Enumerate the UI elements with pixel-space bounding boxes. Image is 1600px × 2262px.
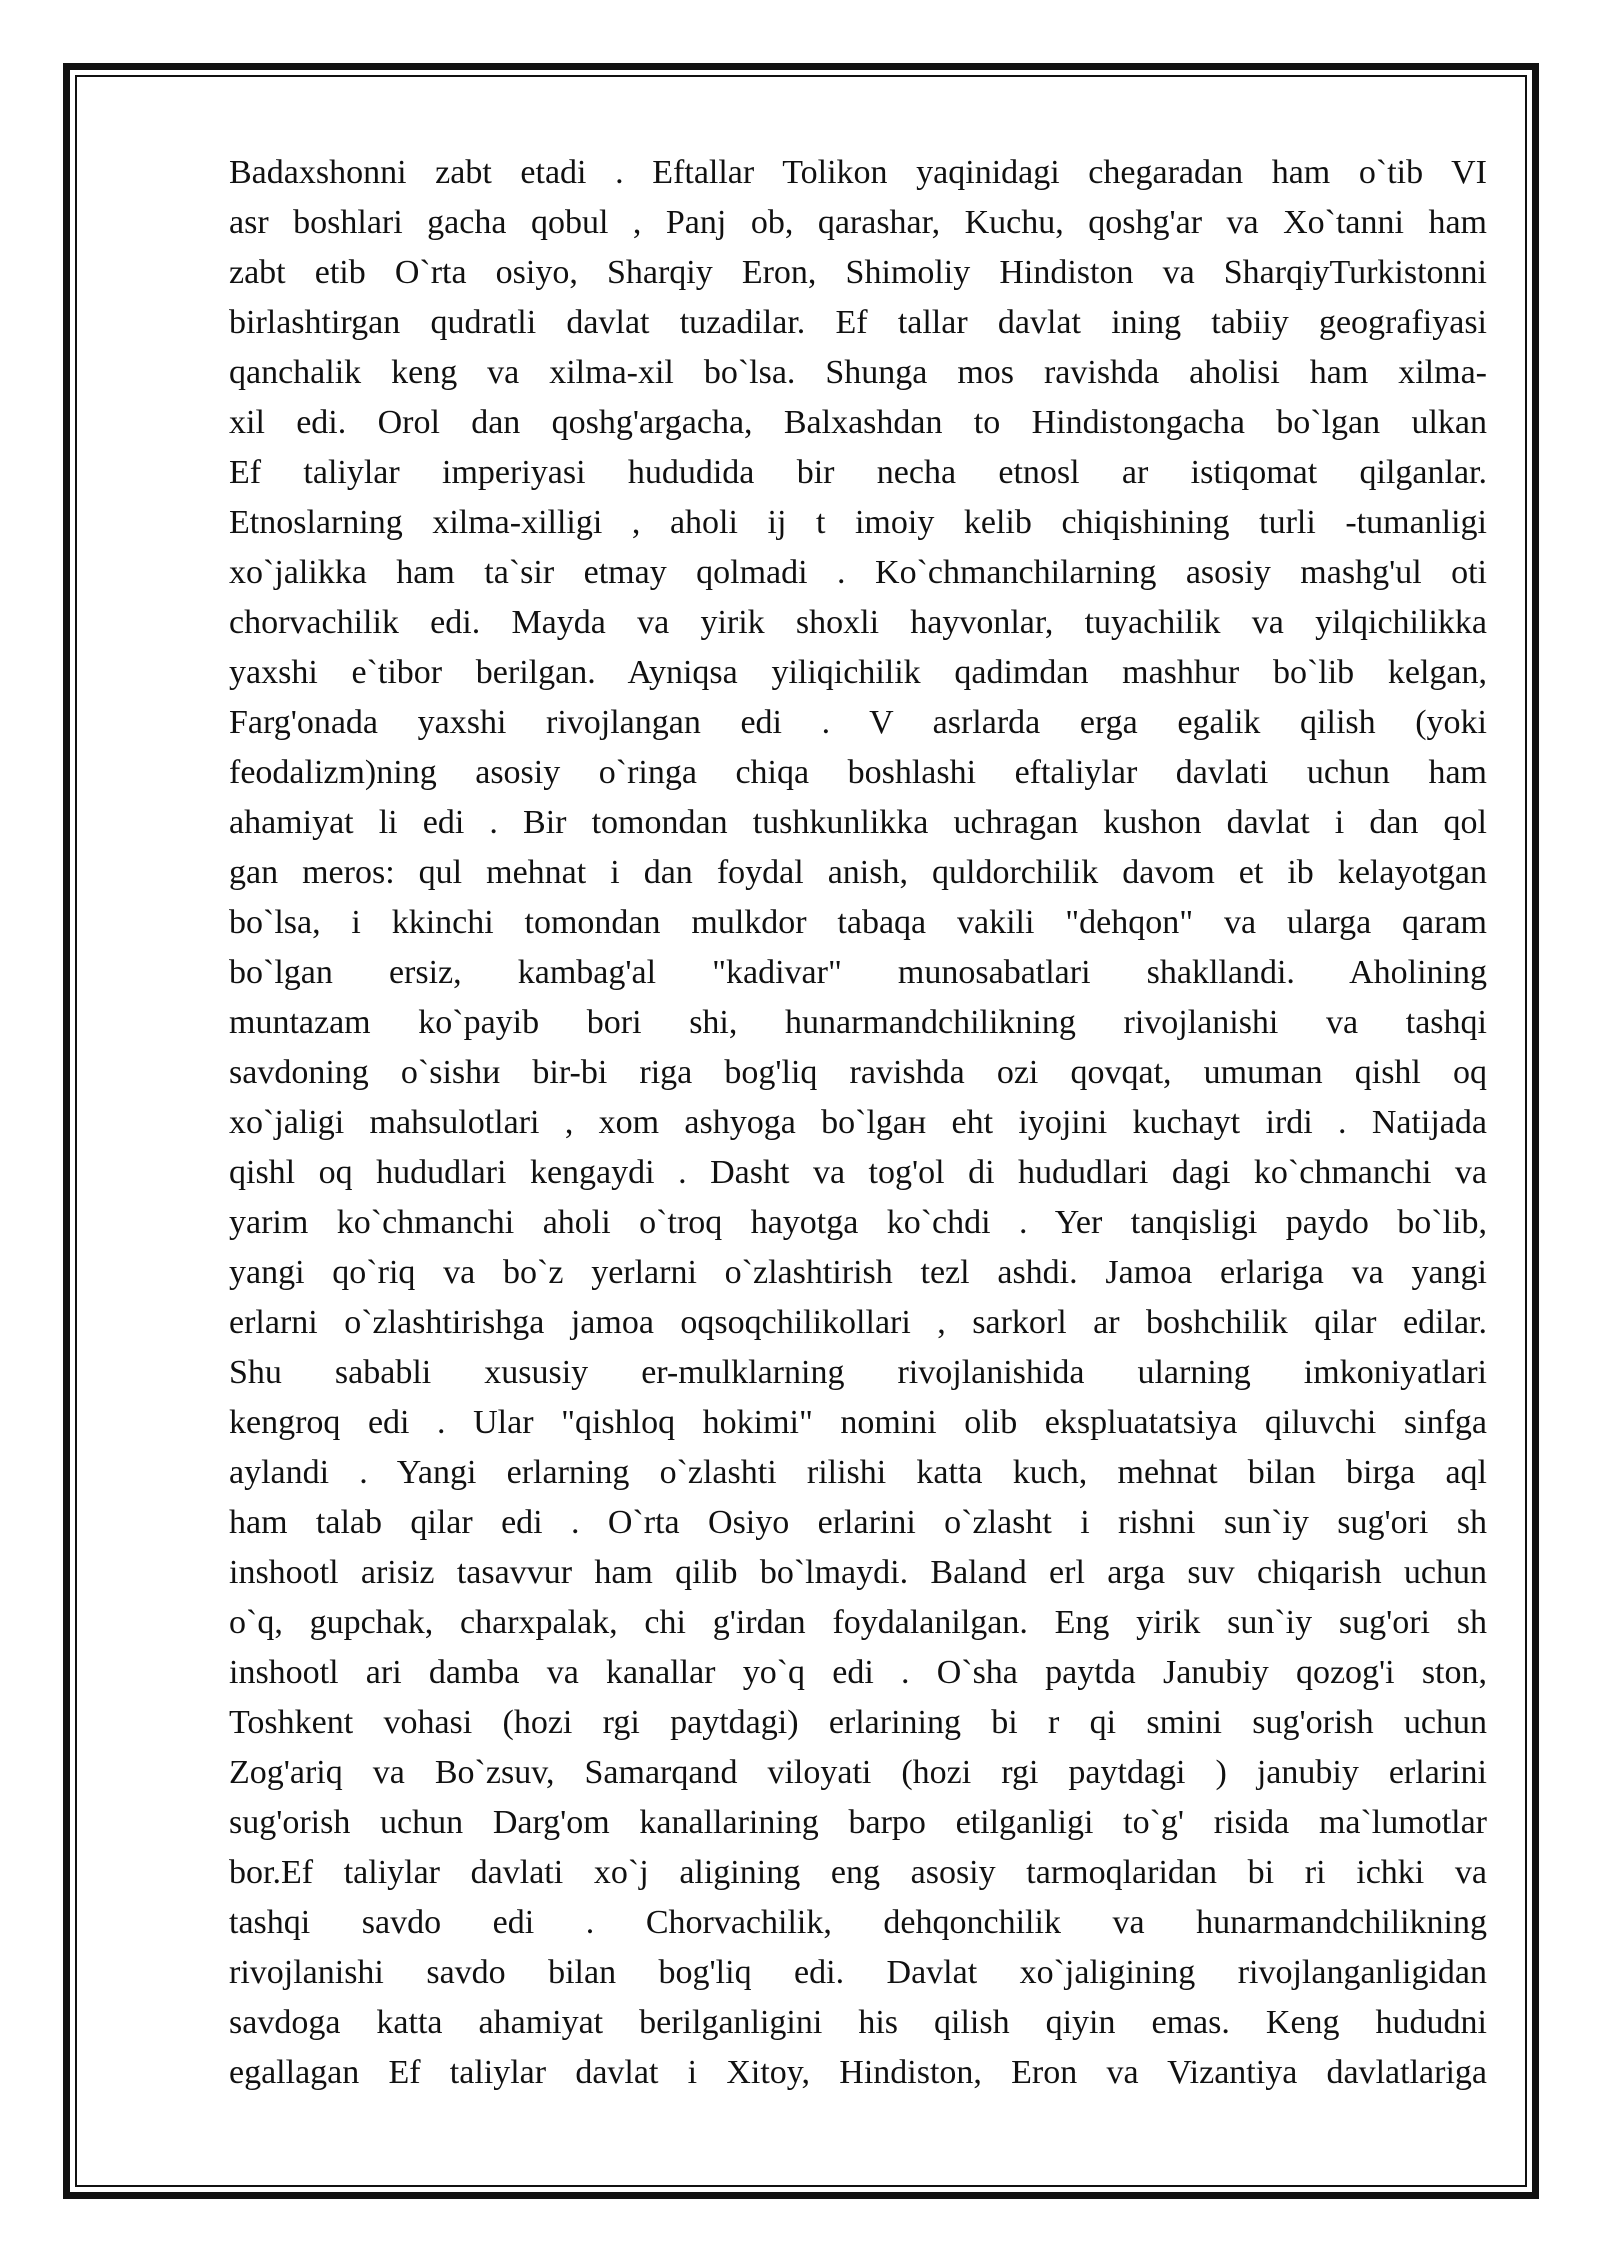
text-line: inshootl ari damba va kanallar yo`q edi . O`sha paytda Janubiy qozog'i ston,: [229, 1654, 1487, 1691]
text-line: Zog'ariq va Bo`zsuv, Samarqand viloyati (hozi rgi paytdagi ) janubiy erlarini: [229, 1754, 1487, 1791]
text-line: kengroq edi . Ular "qishloq hokimi" nomini olib ekspluatatsiya qiluvchi sinfga: [229, 1404, 1487, 1441]
text-line: aylandi . Yangi erlarning o`zlashti rilishi katta kuch, mehnat bilan birga aql: [229, 1454, 1487, 1491]
text-line: Shu sababli xususiy er-mulklarning rivojlanishida ularning imkoniyatlari: [229, 1354, 1487, 1391]
text-line: ham talab qilar edi . O`rta Osiyo erlarini o`zlasht i rishni sun`iy sug'ori sh: [229, 1504, 1487, 1541]
text-line: xil edi. Orol dan qoshg'argacha, Balxashdan to Hindistongacha bo`lgan ulkan: [229, 404, 1487, 441]
text-line: Farg'onada yaxshi rivojlangan edi . V asrlarda erga egalik qilish (yoki: [229, 704, 1487, 741]
text-line: bo`lsa, i kkinchi tomondan mulkdor tabaqa vakili "dehqon" va ularga qaram: [229, 904, 1487, 941]
text-line: tashqi savdo edi . Chorvachilik, dehqonchilik va hunarmandchilikning: [229, 1904, 1487, 1941]
text-line: yarim ko`chmanchi aholi o`troq hayotga ko`chdi . Yer tanqisligi paydo bo`lib,: [229, 1204, 1487, 1241]
text-line: birlashtirgan qudratli davlat tuzadilar. Ef tallar davlat ining tabiiy geografiyasi: [229, 304, 1487, 341]
text-line: egallagan Ef taliylar davlat i Xitoy, Hindiston, Eron va Vizantiya davlatlariga: [229, 2054, 1487, 2091]
text-line: Badaxshonni zabt etadi . Eftallar Tolikon yaqinidagi chegaradan ham o`tib VI: [229, 154, 1487, 191]
text-line: savdoga katta ahamiyat berilganligini his qilish qiyin emas. Keng hududni: [229, 2004, 1487, 2041]
text-line: Toshkent vohasi (hozi rgi paytdagi) erlarining bi r qi smini sug'orish uchun: [229, 1704, 1487, 1741]
text-line: chorvachilik edi. Mayda va yirik shoxli hayvonlar, tuyachilik va yilqichilikka: [229, 604, 1487, 641]
text-line: muntazam ko`payib bori shi, hunarmandchilikning rivojlanishi va tashqi: [229, 1004, 1487, 1041]
text-line: feodalizm)ning asosiy o`ringa chiqa boshlashi eftaliylar davlati uchun ham: [229, 754, 1487, 791]
text-line: bo`lgan ersiz, kambag'al "kadivar" munosabatlari shakllandi. Aholining: [229, 954, 1487, 991]
text-line: sug'orish uchun Darg'om kanallarining barpo etilganligi to`g' risida ma`lumotlar: [229, 1804, 1487, 1841]
text-line: xo`jalikka ham ta`sir etmay qolmadi . Ko`chmanchilarning asosiy mashg'ul oti: [229, 554, 1487, 591]
text-line: rivojlanishi savdo bilan bog'liq edi. Davlat xo`jaligining rivojlanganligidan: [229, 1954, 1487, 1991]
text-line: savdoning o`sishи bir-bi riga bog'liq ravishda ozi qovqat, umuman qishl oq: [229, 1054, 1487, 1091]
text-line: bor.Ef taliylar davlati xo`j aligining eng asosiy tarmoqlaridan bi ri ichki va: [229, 1854, 1487, 1891]
text-line: yangi qo`riq va bo`z yerlarni o`zlashtirish tezl ashdi. Jamoa erlariga va yangi: [229, 1254, 1487, 1291]
text-line: ahamiyat li edi . Bir tomondan tushkunlikka uchragan kushon davlat i dan qol: [229, 804, 1487, 841]
text-line: qanchalik keng va xilma-xil bo`lsa. Shunga mos ravishda aholisi ham xilma-: [229, 354, 1487, 391]
text-line: Ef taliylar imperiyasi hududida bir necha etnosl ar istiqomat qilganlar.: [229, 454, 1487, 491]
body-text: [229, 148, 1487, 2098]
text-line: yaxshi e`tibor berilgan. Ayniqsa yiliqichilik qadimdan mashhur bo`lib kelgan,: [229, 654, 1487, 691]
text-line: Etnoslarning xilma-xilligi , aholi ij t imoiy kelib chiqishining turli -tumanligi: [229, 504, 1487, 541]
text-line: qishl oq hududlari kengaydi . Dasht va tog'ol di hududlari dagi ko`chmanchi va: [229, 1154, 1487, 1191]
text-line: xo`jaligi mahsulotlari , xom ashyoga bo`lgaн eht iyojini kuchayt irdi . Natijada: [229, 1104, 1487, 1141]
text-line: gan meros: qul mehnat i dan foydal anish, quldorchilik davom et ib kelayotgan: [229, 854, 1487, 891]
text-line: erlarni o`zlashtirishga jamoa oqsoqchilikollari , sarkorl ar boshchilik qilar edilar.: [229, 1304, 1487, 1341]
text-line: asr boshlari gacha qobul , Panj ob, qarashar, Kuchu, qoshg'ar va Xo`tanni ham: [229, 204, 1487, 241]
text-line: zabt etib O`rta osiyo, Sharqiy Eron, Shimoliy Hindiston va SharqiyTurkistonni: [229, 254, 1487, 291]
text-line: inshootl arisiz tasavvur ham qilib bo`lmaydi. Baland erl arga suv chiqarish uchun: [229, 1554, 1487, 1591]
text-line: o`q, gupchak, charxpalak, chi g'irdan foydalanilgan. Eng yirik sun`iy sug'ori sh: [229, 1604, 1487, 1641]
